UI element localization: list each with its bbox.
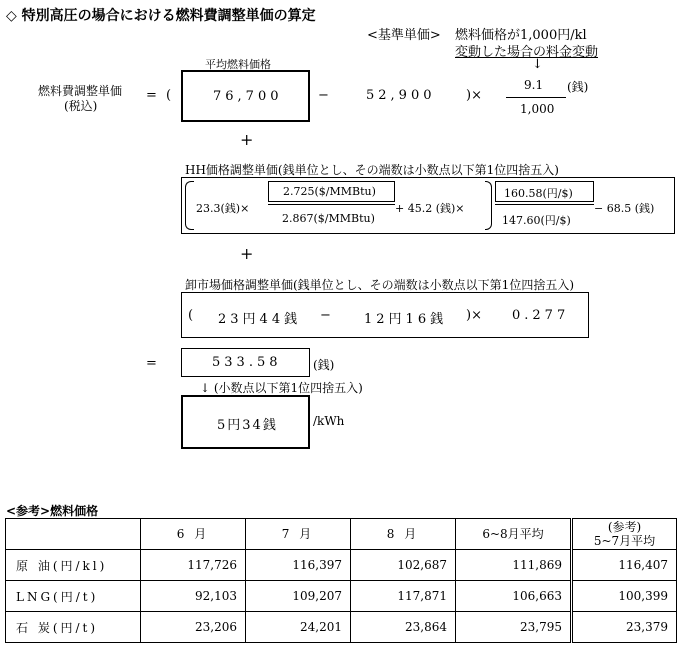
table-header-cell: 7 月 [246, 519, 351, 550]
row-header: 石 炭(円/t) [6, 612, 141, 643]
table-header-cell: 6~8月平均 [456, 519, 572, 550]
table-row [6, 581, 677, 612]
table-cell: 23,379 [572, 612, 677, 643]
wholesale-value-2: 12円16銭 [364, 312, 448, 327]
row-header: LNG(円/t) [6, 581, 141, 612]
hh-frac1-num: 2.725($/MMBtu) [283, 185, 376, 198]
table-cell: 117,871 [351, 581, 456, 612]
hh-frac2-bar [495, 204, 594, 205]
table-cell: 23,864 [351, 612, 456, 643]
avg-fuel-label: 平均燃料価格 [205, 58, 271, 71]
table-corner [6, 519, 141, 550]
reference-title: <参考>燃料価格 [6, 504, 99, 518]
table-cell: 102,687 [351, 550, 456, 581]
hh-frac1-den: 2.867($/MMBtu) [282, 212, 375, 225]
hh-term-c: − 68.5 (銭) [594, 202, 655, 215]
final-box [181, 395, 310, 449]
hh-frac1-bar [268, 204, 395, 205]
wholesale-box [181, 292, 589, 338]
table-cell: 92,103 [141, 581, 246, 612]
reference-table [5, 518, 677, 643]
table-cell: 109,207 [246, 581, 351, 612]
header-reference-line-1: (参考) [607, 520, 642, 534]
hh-frac2-den: 147.60(円/$) [502, 214, 571, 227]
hh-frac2-num-box [495, 181, 594, 202]
table-cell: 111,869 [456, 550, 572, 581]
table-cell: 100,399 [572, 581, 677, 612]
table-header-cell-reference [572, 519, 677, 550]
coef-numerator: 9.1 [524, 78, 544, 92]
wholesale-paren-open: ( [188, 308, 194, 323]
plus-sign-2: + [240, 244, 254, 263]
table-cell: 106,663 [456, 581, 572, 612]
plus-sign-1: + [240, 130, 254, 149]
coef-fraction-bar [506, 97, 566, 98]
table-cell: 116,397 [246, 550, 351, 581]
table-header-cell: 8 月 [351, 519, 456, 550]
table-header-row [6, 519, 677, 550]
table-cell: 117,726 [141, 550, 246, 581]
result-box [181, 348, 310, 377]
hh-term-a: 23.3(銭)× [196, 202, 250, 215]
wholesale-paren-close-times: )× [466, 308, 482, 323]
table-cell: 116,407 [572, 550, 677, 581]
avg-fuel-value: 76,700 [213, 89, 283, 104]
hh-label: HH価格調整単価(銭単位とし、その端数は小数点以下第1位四捨五入) [185, 163, 559, 177]
table-cell: 23,795 [456, 612, 572, 643]
result-equals: = [146, 356, 157, 371]
result-value: 533.58 [212, 355, 282, 370]
wholesale-factor: 0.277 [512, 308, 570, 323]
row-header: 原 油(円/kl) [6, 550, 141, 581]
hh-frac1-num-box [268, 181, 395, 202]
equals-sign: = [146, 88, 157, 103]
base-value: 52,900 [366, 88, 436, 103]
hh-right-bracket [485, 181, 492, 230]
header-reference-line-2: 5~7月平均 [593, 534, 656, 548]
rounding-note: ↓ (小数点以下第1位四捨五入) [200, 381, 363, 395]
down-arrow-icon: ↓ [532, 57, 543, 72]
hh-box [181, 177, 675, 234]
paren-open: ( [166, 88, 172, 103]
wholesale-label: 卸市場価格調整単価(銭単位とし、その端数は小数点以下第1位四捨五入) [185, 278, 575, 292]
paren-close-times: )× [466, 88, 482, 103]
base-unit-label: <基準単価> [367, 28, 441, 43]
minus-sign: − [318, 88, 329, 103]
lhs-sub: (税込) [64, 99, 98, 113]
coef-unit: (銭) [567, 80, 589, 94]
coef-denominator: 1,000 [520, 102, 555, 116]
final-unit: /kWh [313, 414, 345, 428]
table-row [6, 550, 677, 581]
table-cell: 24,201 [246, 612, 351, 643]
base-unit-desc-2: 変動した場合の料金変動 [455, 45, 599, 60]
table-cell: 23,206 [141, 612, 246, 643]
avg-fuel-box [181, 70, 310, 122]
hh-left-bracket [185, 181, 194, 230]
hh-term-b: + 45.2 (銭)× [395, 202, 465, 215]
page-title: ◇ 特別高圧の場合における燃料費調整単価の算定 [6, 8, 316, 24]
base-unit-desc-1: 燃料価格が1,000円/kl [455, 28, 587, 43]
table-row [6, 612, 677, 643]
result-unit: (銭) [313, 358, 335, 372]
hh-frac2-num: 160.58(円/$) [504, 187, 573, 200]
wholesale-value-1: 23円44銭 [218, 312, 302, 327]
wholesale-minus: − [320, 308, 331, 323]
lhs-label: 燃料費調整単価 [38, 84, 123, 98]
final-value: 5円34銭 [217, 418, 278, 433]
table-header-cell: 6 月 [141, 519, 246, 550]
